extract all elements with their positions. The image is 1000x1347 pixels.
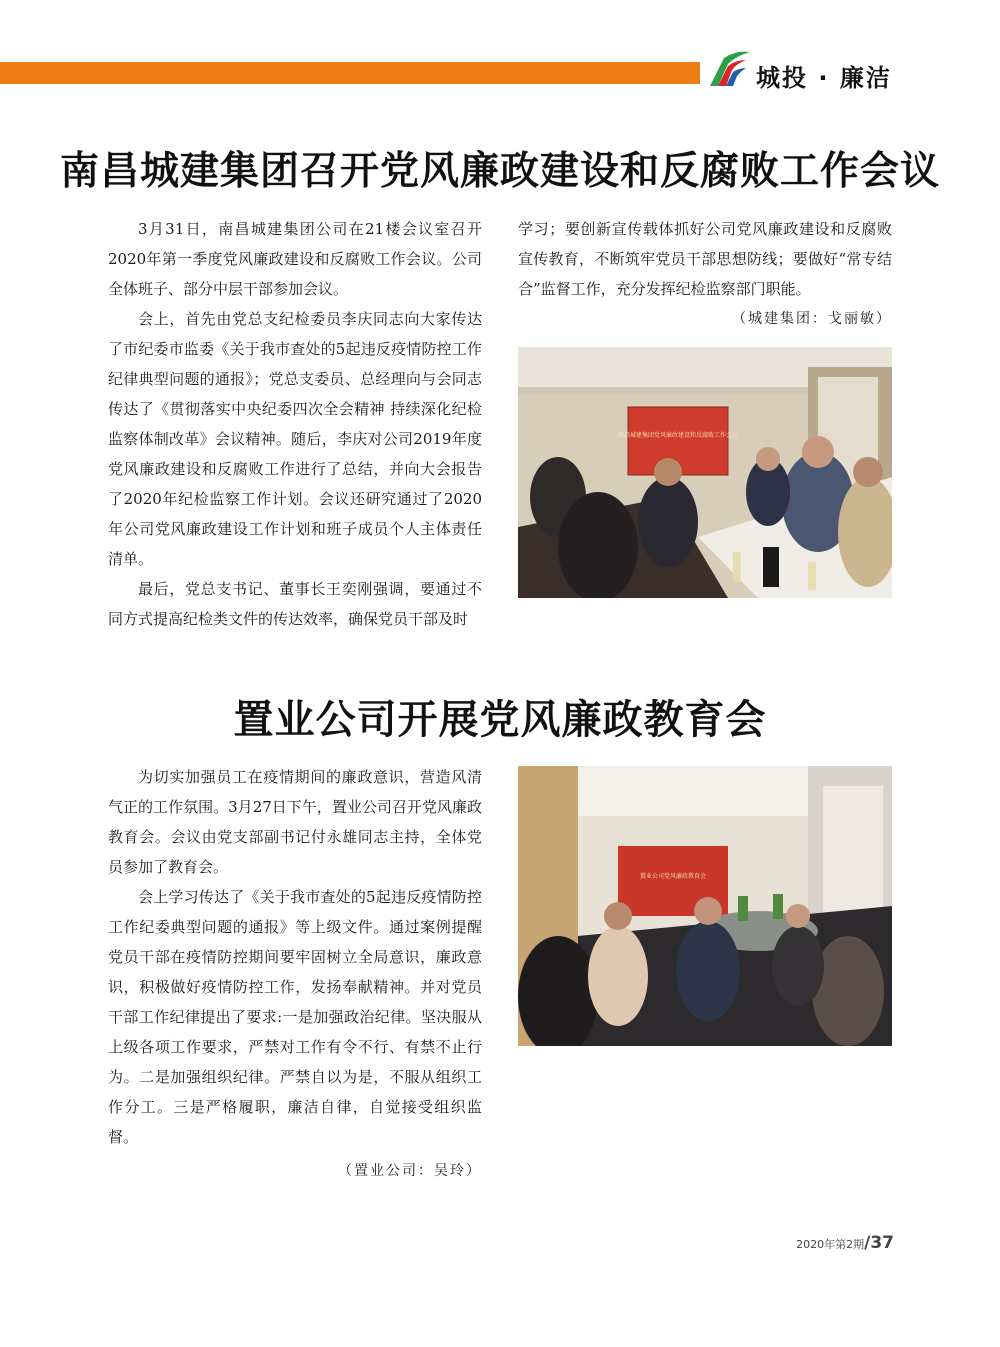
article2-meeting-photo — [518, 766, 892, 1046]
article2-photo-screen-text: 置业公司党风廉政教育会 — [639, 873, 707, 880]
article1-right-column — [518, 214, 892, 334]
article1-paragraph: 最后，党总支书记、董事长王奕刚强调，要通过不同方式提高纪检类文件的传达效率，确保党员干部及时 — [108, 580, 482, 628]
article2-left-column — [108, 762, 482, 1186]
issue-label: 2020年第2期 — [796, 1238, 865, 1251]
article1-left-column — [108, 214, 482, 634]
article2-paragraph: 会上学习传达了《关于我市查处的5起违反疫情防控工作纪委典型问题的通报》等上级文件。通过案例提醒党员干部在疫情防控期间要牢固树立全局意识，廉政意识，积极做好疫情防控工作，发扬奉献精神。并对党员干部工作纪律提出了要求:一是加强政治纪律。坚决服从上级各项工作要求，严禁对工作有令不行、有禁不止行为。二是加强组织纪律。严禁自以为是，不服从组织工作分工。三是严格履职，廉洁自律，自觉接受组织监督。 — [108, 888, 482, 1146]
article1-photo-screen-text: 南昌城建集团党风廉政建设和反腐败工作会议 — [617, 432, 739, 439]
section-label: 城投 · 廉洁 — [756, 64, 892, 92]
page-number: /37 — [864, 1233, 894, 1253]
article1-paragraph: 3月31日，南昌城建集团公司在21楼会议室召开2020年第一季度党风廉政建设和反腐败工作会议。公司全体班子、部分中层干部参加会议。 — [108, 220, 482, 298]
article2-byline: （置业公司：吴玲） — [338, 1163, 482, 1179]
article1-meeting-photo — [518, 347, 892, 598]
header-orange-bar — [0, 62, 700, 84]
article2-paragraph: 为切实加强员工在疫情期间的廉政意识，营造风清气正的工作氛围。3月27日下午，置业公司召开党风廉政教育会。会议由党支部副书记付永雄同志主持，全体党员参加了教育会。 — [108, 768, 482, 876]
article1-continuation: 学习；要创新宣传载体抓好公司党风廉政建设和反腐败宣传教育，不断筑牢党员干部思想防线；要做好“常专结合”监督工作，充分发挥纪检监察部门职能。 — [518, 220, 892, 298]
chengtou-logo-icon — [706, 46, 752, 92]
article1-title: 南昌城建集团召开党风廉政建设和反腐败工作会议 — [59, 149, 940, 194]
page-footer — [796, 1233, 894, 1253]
article1-paragraph: 会上，首先由党总支纪检委员李庆同志向大家传达了市纪委市监委《关于我市查处的5起违反疫情防控工作纪律典型问题的通报》；党总支委员、总经理向与会同志传达了《贯彻落实中央纪委四次全会精神 持续深化纪检监察体制改革》会议精神。随后，李庆对公司2019年度党风廉政建设和反腐败工作进行了总结，并向大会报告了2020年纪检监察工作计划。会议还研究通过了2020年公司党风廉政建设工作计划和班子成员个人主体责任清单。 — [108, 310, 482, 568]
article2-title: 置业公司开展党风廉政教育会 — [233, 697, 767, 743]
article1-byline: （城建集团：戈丽敏） — [732, 311, 892, 327]
